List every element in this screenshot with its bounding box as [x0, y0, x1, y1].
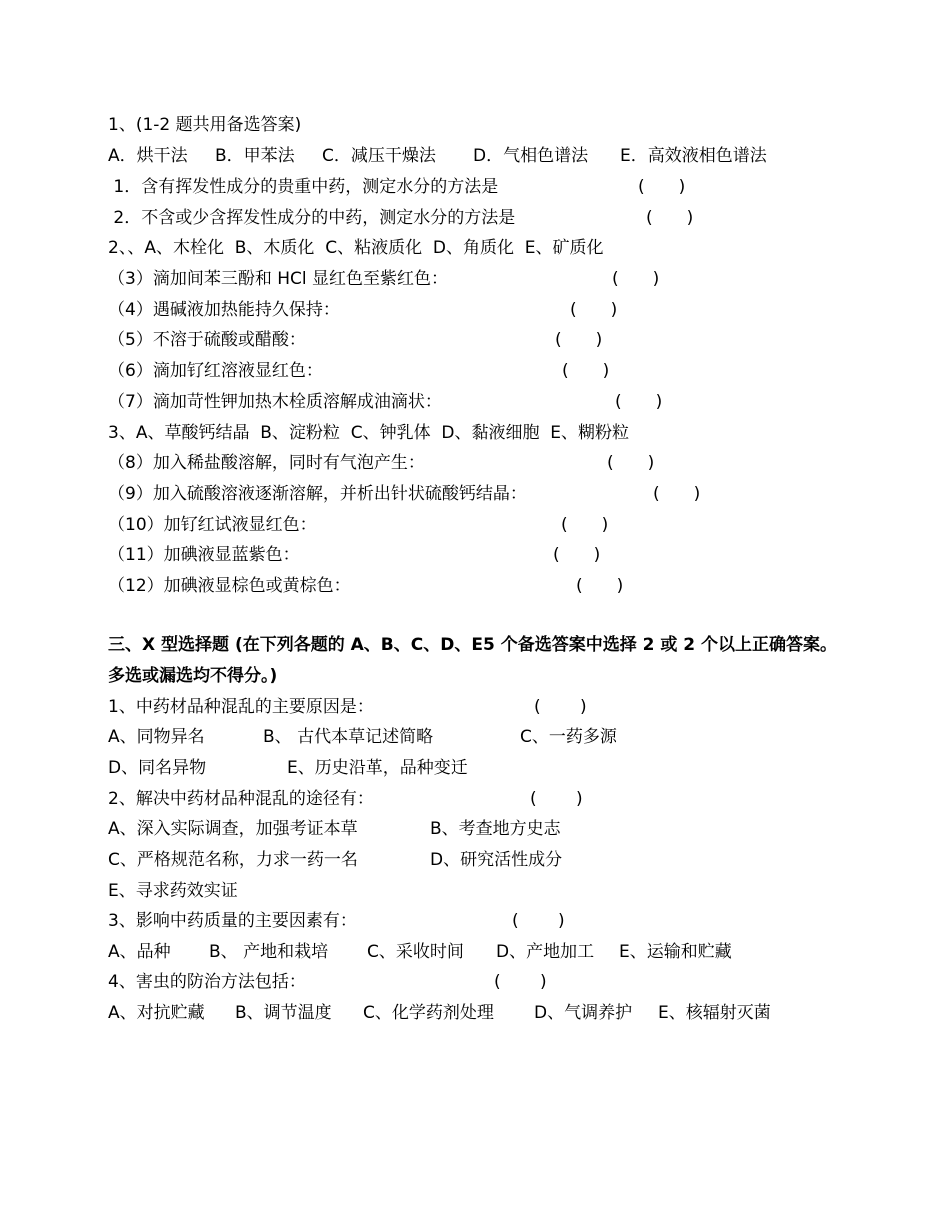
answer-blank: ( ): [512, 911, 565, 931]
question-line: [0, 295, 618, 325]
question-line: [0, 510, 609, 540]
group1-option-b: B．甲苯法: [215, 146, 295, 166]
question-text: （7）滴加苛性钾加热木栓质溶解成油滴状：: [108, 392, 442, 412]
option-c: C、化学药剂处理: [363, 1003, 494, 1023]
answer-blank: ( ): [570, 300, 618, 320]
option-d: D、研究活性成分: [430, 850, 563, 870]
option-c: C、采收时间: [367, 942, 464, 962]
question-line: [0, 203, 694, 233]
question-text: （11）加碘液显蓝紫色：: [108, 545, 300, 565]
x-question-2-text: 2、解决中药材品种混乱的途径有：: [108, 789, 374, 809]
question-line: [0, 325, 603, 355]
x-question-3-options-line: [0, 937, 732, 967]
question-text: （4）遇碱液加热能持久保持：: [108, 300, 340, 320]
answer-blank: ( ): [653, 484, 701, 504]
question-line: [0, 479, 701, 509]
question-text: （5）不溶于硫酸或醋酸：: [108, 330, 306, 350]
group2-header-line: [0, 233, 604, 263]
x-question-2-options-line: [0, 814, 561, 844]
group1-option-d: D．气相色谱法: [473, 146, 589, 166]
option-b: B、 古代本草记述简略: [263, 727, 434, 747]
group1-options-line: [0, 141, 767, 171]
x-question-3-line: [0, 906, 565, 936]
option-b: B、 产地和栽培: [209, 942, 329, 962]
group1-option-a: A．烘干法: [108, 146, 188, 166]
option-b: B、调节温度: [235, 1003, 332, 1023]
answer-blank: ( ): [561, 515, 609, 535]
option-d: D、同名异物: [108, 758, 207, 778]
answer-blank: ( ): [562, 361, 610, 381]
answer-blank: ( ): [555, 330, 603, 350]
x-question-2-options-line2: [0, 845, 563, 875]
section-x-title: 三、X 型选择题 (在下列各题的 A、B、C、D、E5 个备选答案中选择 2 或 2 个以上正确答案。: [108, 635, 838, 655]
option-e: E、历史沿革，品种变迁: [287, 758, 468, 778]
question-line: [0, 448, 655, 478]
answer-blank: ( ): [530, 789, 583, 809]
option-c: C、严格规范名称，力求一药一名: [108, 850, 358, 870]
option-a: A、品种: [108, 942, 171, 962]
x-question-2-options-line3: [0, 876, 238, 906]
x-question-1-line: [0, 692, 587, 722]
answer-blank: ( ): [576, 576, 624, 596]
question-line: [0, 540, 601, 570]
question-text: （8）加入稀盐酸溶解，同时有气泡产生：: [108, 453, 425, 473]
question-text: （9）加入硫酸溶液逐渐溶解，并析出针状硫酸钙结晶：: [108, 484, 527, 504]
group1-option-c: C．减压干燥法: [322, 146, 436, 166]
section-x-title-line2: [0, 661, 278, 691]
x-question-3-text: 3、影响中药质量的主要因素有：: [108, 911, 357, 931]
group1-header: 1、(1-2 题共用备选答案): [108, 115, 302, 135]
answer-blank: ( ): [638, 177, 686, 197]
question-line: [0, 571, 624, 601]
group1-header-line: [0, 110, 302, 140]
answer-blank: ( ): [612, 269, 660, 289]
option-e: E、核辐射灭菌: [658, 1003, 771, 1023]
group2-header: 2、、A、木栓化 B、木质化 C、粘液质化 D、角质化 E、矿质化: [108, 238, 604, 258]
question-text: （10）加钌红试液显红色：: [108, 515, 317, 535]
question-line: [0, 264, 660, 294]
group3-header-line: [0, 418, 630, 448]
answer-blank: ( ): [607, 453, 655, 473]
group3-header: 3、A、草酸钙结晶 B、淀粉粒 C、钟乳体 D、黏液细胞 E、糊粉粒: [108, 423, 630, 443]
option-a: A、对抗贮藏: [108, 1003, 205, 1023]
question-line: [0, 172, 686, 202]
question-text: 2．不含或少含挥发性成分的中药，测定水分的方法是: [108, 208, 516, 228]
option-d: D、气调养护: [534, 1003, 633, 1023]
question-text: 1．含有挥发性成分的贵重中药，测定水分的方法是: [108, 177, 499, 197]
option-c: C、一药多源: [520, 727, 617, 747]
answer-blank: ( ): [534, 697, 587, 717]
x-question-1-options-line2: [0, 753, 468, 783]
question-text: （3）滴加间苯三酚和 HCl 显红色至紫红色：: [108, 269, 448, 289]
answer-blank: ( ): [494, 972, 547, 992]
x-question-2-line: [0, 784, 583, 814]
option-e: E、寻求药效实证: [108, 881, 238, 901]
answer-blank: ( ): [553, 545, 601, 565]
answer-blank: ( ): [646, 208, 694, 228]
option-d: D、产地加工: [496, 942, 595, 962]
x-question-4-line: [0, 967, 547, 997]
section-x-title-line1: [0, 630, 838, 660]
question-text: （6）滴加钌红溶液显红色：: [108, 361, 323, 381]
x-question-1-options-line: [0, 722, 617, 752]
question-text: （12）加碘液显棕色或黄棕色：: [108, 576, 351, 596]
section-x-title-continued: 多选或漏选均不得分。): [108, 666, 278, 686]
question-line: [0, 356, 610, 386]
group1-option-e: E．高效液相色谱法: [620, 146, 767, 166]
answer-blank: ( ): [615, 392, 663, 412]
question-line: [0, 387, 663, 417]
x-question-1-text: 1、中药材品种混乱的主要原因是：: [108, 697, 374, 717]
option-e: E、运输和贮藏: [619, 942, 732, 962]
option-a: A、深入实际调查，加强考证本草: [108, 819, 358, 839]
option-a: A、同物异名: [108, 727, 205, 747]
x-question-4-text: 4、害虫的防治方法包括：: [108, 972, 306, 992]
option-b: B、考查地方史志: [430, 819, 561, 839]
x-question-4-options-line: [0, 998, 771, 1028]
